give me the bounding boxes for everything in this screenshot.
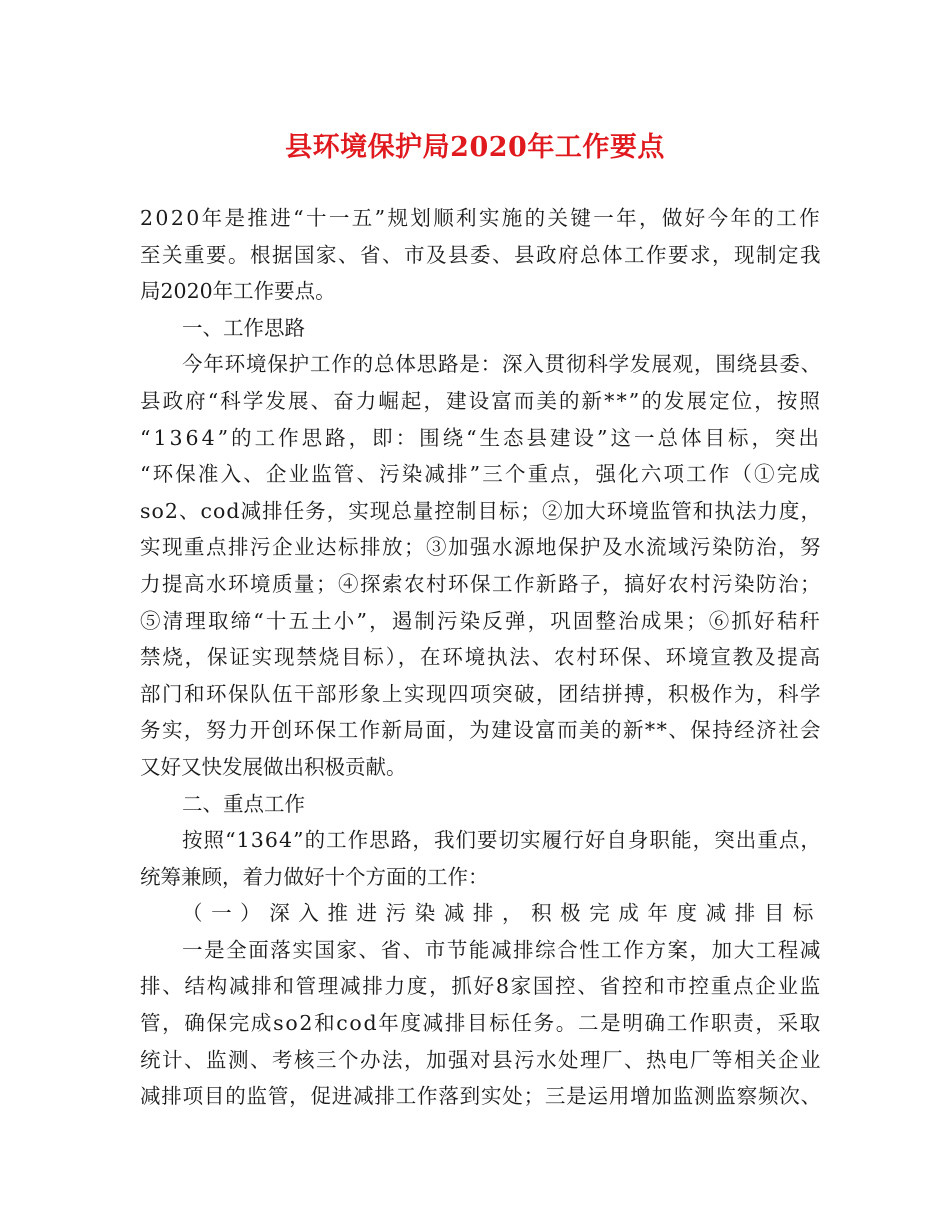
body-line: 至关重要。根据国家、省、市及县委、县政府总体工作要求，现制定我 [140, 242, 822, 267]
body-line: 2020年是推进“十一五”规划顺利实施的关键一年，做好今年的工作 [140, 206, 822, 230]
body-line: “1364”的工作思路，即：围绕“生态县建设”这一总体目标，突出 [140, 425, 822, 450]
body-line: 务实，努力开创环保工作新局面，为建设富而美的新**、保持经济社会 [140, 718, 822, 743]
body-line: 局2020年工作要点。 [140, 279, 336, 304]
document-body [140, 200, 822, 1115]
body-line: （一）深入推进污染减排，积极完成年度减排目标 [182, 901, 822, 926]
body-line: 力提高水环境质量；④探索农村环保工作新路子，搞好农村污染防治； [140, 571, 822, 596]
body-line: 管，确保完成so2和cod年度减排目标任务。二是明确工作职责，采取 [140, 1011, 822, 1036]
body-line: “环保准入、企业监管、污染减排”三个重点，强化六项工作（①完成 [140, 462, 822, 487]
body-line: 实现重点排污企业达标排放；③加强水源地保护及水流域污染防治，努 [140, 535, 822, 560]
body-line: 按照“1364”的工作思路，我们要切实履行好自身职能，突出重点， [182, 828, 822, 853]
body-line: 县政府“科学发展、奋力崛起，建设富而美的新**”的发展定位，按照 [140, 388, 822, 413]
body-line: 禁烧，保证实现禁烧目标），在环境执法、农村环保、环境宣教及提高 [140, 645, 822, 670]
document-title: 县环境保护局2020年工作要点 [285, 132, 665, 163]
body-line: so2、cod减排任务，实现总量控制目标；②加大环境监管和执法力度， [140, 498, 822, 523]
body-line: 今年环境保护工作的总体思路是：深入贯彻科学发展观，围绕县委、 [182, 352, 822, 377]
body-line: 排、结构减排和管理减排力度，抓好8家国控、省控和市控重点企业监 [140, 974, 822, 999]
body-line: 部门和环保队伍干部形象上实现四项突破，团结拼搏，积极作为，科学 [140, 681, 822, 706]
body-line: 二、重点工作 [182, 791, 305, 816]
body-line: 统筹兼顾，着力做好十个方面的工作： [140, 864, 489, 889]
body-line: ⑤清理取缔“十五土小”，遏制污染反弹，巩固整治成果；⑥抓好秸秆 [140, 608, 822, 633]
body-line: 一、工作思路 [182, 315, 305, 340]
body-line: 统计、监测、考核三个办法，加强对县污水处理厂、热电厂等相关企业 [140, 1047, 822, 1072]
body-line: 又好又快发展做出积极贡献。 [140, 754, 407, 779]
body-line: 减排项目的监管，促进减排工作落到实处；三是运用增加监测监察频次、 [140, 1084, 822, 1109]
body-line: 一是全面落实国家、省、市节能减排综合性工作方案，加大工程减 [182, 937, 822, 962]
